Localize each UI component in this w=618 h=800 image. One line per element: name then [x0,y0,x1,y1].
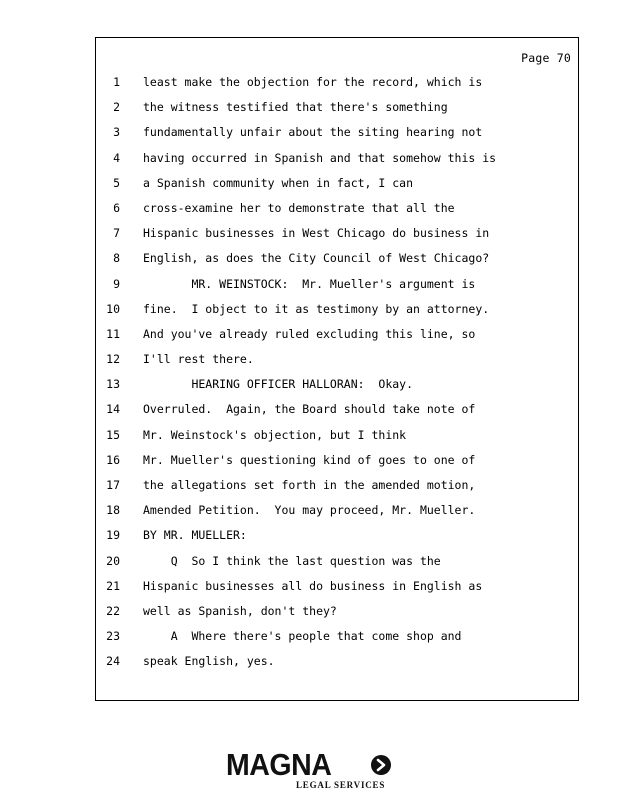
line-text: cross-examine her to demonstrate that all the [143,200,455,215]
line-number: 12 [106,352,120,367]
line-text: Hispanic businesses in West Chicago do business in [143,226,490,241]
line-number: 20 [106,553,120,568]
transcript-line [96,503,578,528]
line-number: 14 [106,402,120,417]
line-text: the witness testified that there's something [143,100,448,115]
line-text: well as Spanish, don't they? [143,603,337,618]
transcript-line [96,654,578,679]
line-text: BY MR. MUELLER: [143,528,247,543]
transcript-lines [96,75,578,680]
transcript-line [96,377,578,402]
transcript-line [96,100,578,125]
line-number: 6 [113,200,120,215]
line-number: 19 [106,528,120,543]
transcript-line [96,579,578,604]
logo-tagline: LEGAL SERVICES [296,780,386,790]
line-number: 11 [106,326,120,341]
transcript-page [95,37,579,701]
line-text: A Where there's people that come shop and [143,629,462,644]
line-number: 15 [106,427,120,442]
line-text: a Spanish community when in fact, I can [143,175,414,190]
line-text: Mr. Weinstock's objection, but I think [143,427,407,442]
line-text: Mr. Mueller's questioning kind of goes to one of [143,452,476,467]
line-number: 1 [113,75,120,89]
line-text: the allegations set forth in the amended motion, [143,478,476,492]
transcript-line [96,428,578,453]
line-text: And you've already ruled excluding this line, so [143,326,476,341]
line-text: fine. I object to it as testimony by an attorney. [143,301,490,316]
line-number: 3 [113,125,120,140]
line-text: having occurred in Spanish and that somehow this is [143,150,497,165]
transcript-line [96,528,578,553]
transcript-line [96,402,578,427]
line-text: Overruled. Again, the Board should take note of [143,402,476,417]
line-number: 13 [106,377,120,392]
line-number: 10 [106,301,120,316]
line-text: HEARING OFFICER HALLORAN: Okay. [143,377,414,392]
line-text: fundamentally unfair about the siting hearing not [143,125,483,140]
logo-wordmark: MAGNA [226,747,332,782]
line-number: 23 [106,629,120,644]
transcript-line [96,176,578,201]
line-number: 8 [113,251,120,266]
transcript-line [96,226,578,251]
transcript-line [96,75,578,100]
transcript-line [96,302,578,327]
line-number: 5 [113,175,120,190]
transcript-line [96,201,578,226]
transcript-line [96,125,578,150]
magna-logo [226,748,396,792]
transcript-line [96,151,578,176]
transcript-line [96,554,578,579]
line-text: Q So I think the last question was the [143,553,441,568]
line-number: 16 [106,452,120,467]
transcript-line [96,478,578,503]
line-text: I'll rest there. [143,352,254,367]
right-arrow-circle-icon [370,754,392,776]
line-number: 22 [106,603,120,618]
transcript-line [96,277,578,302]
transcript-line [96,352,578,377]
line-number: 9 [113,276,120,291]
line-text: Amended Petition. You may proceed, Mr. Mueller. [143,503,476,518]
line-number: 7 [113,226,120,241]
transcript-line [96,629,578,654]
transcript-line [96,453,578,478]
line-number: 4 [113,150,120,165]
transcript-line [96,327,578,352]
transcript-line [96,604,578,629]
line-number: 24 [106,654,120,669]
line-text: least make the objection for the record, which is [143,75,483,89]
line-text: speak English, yes. [143,654,275,669]
line-number: 18 [106,503,120,518]
line-number: 17 [106,478,120,492]
page-number: Page 70 [521,51,571,65]
line-number: 21 [106,578,120,593]
line-text: English, as does the City Council of West Chicago? [143,251,490,266]
line-number: 2 [113,100,120,115]
line-text: Hispanic businesses all do business in English as [143,578,483,593]
transcript-line [96,251,578,276]
line-text: MR. WEINSTOCK: Mr. Mueller's argument is [143,276,476,291]
